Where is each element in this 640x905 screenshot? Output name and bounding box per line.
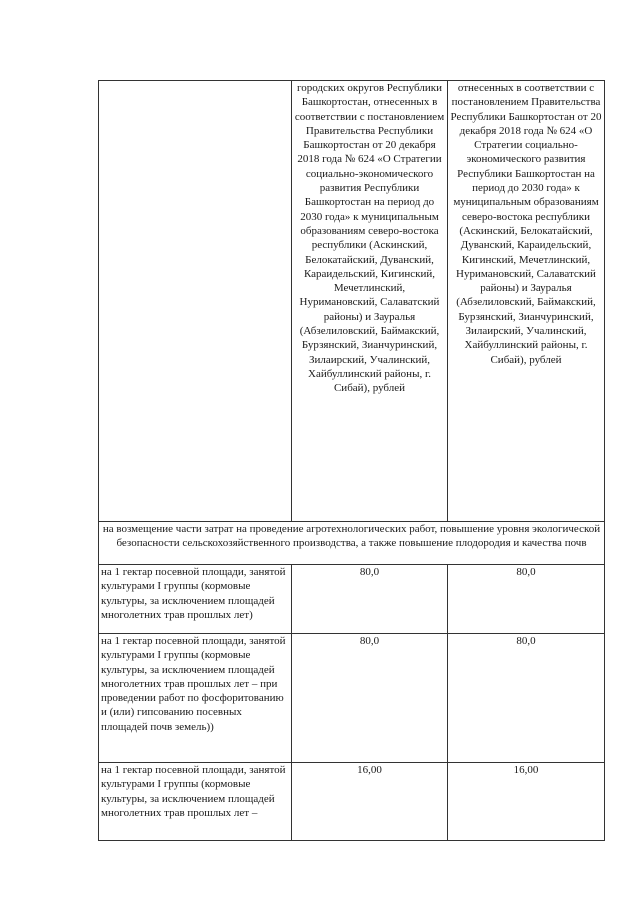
row-value-col2: 16,00 <box>292 763 448 841</box>
row-value-col3: 80,0 <box>448 565 605 634</box>
table-row <box>99 565 605 634</box>
row-label: на 1 гектар посевной площади, занятой культурами I группы (кормовые культуры, за исключением площадей многолетних трав прошлых лет) <box>99 565 292 634</box>
table-row <box>99 763 605 841</box>
table-row <box>99 634 605 763</box>
subsidy-rates-table <box>98 80 605 841</box>
table-header-row <box>99 81 605 522</box>
header-cell-col2: городских округов Республики Башкортостан, отнесенных в соответствии с постановлением Правительства Республики Башкортостан от 20 декабря 2018 года № 624 «О Стратегии социально-экономического развития Республики Башкортостан на период до 2030 года» к муниципальным образованиям северо-востока республики (Аскинский, Белокатайский, Дуванский, Караидельский, Кигинский, Мечетлинский, Нуримановский, Салаватский районы) и Зауралья (Абзелиловский, Баймакский, Бурзянский, Зианчуринский, Зилаирский, Учалинский, Хайбуллинский районы, г. Сибай), рублей <box>292 81 448 522</box>
row-value-col2: 80,0 <box>292 634 448 763</box>
row-value-col3: 16,00 <box>448 763 605 841</box>
row-label: на 1 гектар посевной площади, занятой культурами I группы (кормовые культуры, за исключением площадей многолетних трав прошлых лет – <box>99 763 292 841</box>
section-title-row <box>99 522 605 565</box>
header-cell-col3: отнесенных в соответствии с постановлением Правительства Республики Башкортостан от 20 декабря 2018 года № 624 «О Стратегии социально-экономического развития Республики Башкортостан на период до 2030 года» к муниципальным образованиям северо-востока республики (Аскинский, Белокатайский, Дуванский, Караидельский, Кигинский, Мечетлинский, Нуримановский, Салаватский районы) и Зауралья (Абзелиловский, Баймакский, Бурзянский, Зианчуринский, Зилаирский, Учалинский, Хайбуллинский районы, г. Сибай), рублей <box>448 81 605 522</box>
row-label: на 1 гектар посевной площади, занятой культурами I группы (кормовые культуры, за исключением площадей многолетних трав прошлых лет – при проведении работ по фосфоритованию и (или) гипсованию посевных площадей почв земель)) <box>99 634 292 763</box>
header-cell-empty <box>99 81 292 522</box>
row-value-col3: 80,0 <box>448 634 605 763</box>
row-value-col2: 80,0 <box>292 565 448 634</box>
section-title: на возмещение части затрат на проведение агротехнологических работ, повышение уровня экологической безопасности сельскохозяйственного производства, а также повышение плодородия и качества почв <box>99 522 605 565</box>
